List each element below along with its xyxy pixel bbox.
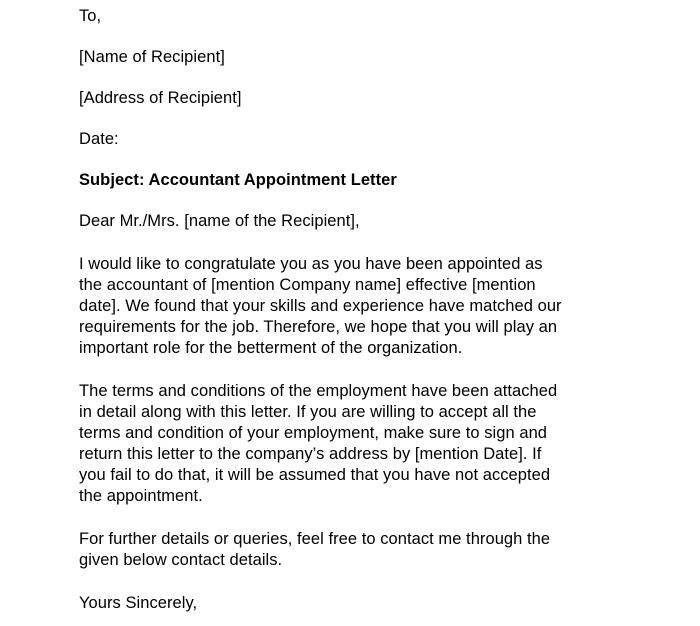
paragraph-line: return this letter to the company’s address by [mention Date]. If [79,445,542,463]
greeting: Dear Mr./Mrs. [name of the Recipient], [79,212,360,230]
paragraph-line: you fail to do that, it will be assumed that you have not accepted [79,466,551,484]
paragraph-line: date]. We found that your skills and experience have matched our [79,297,562,315]
recipient-name: [Name of Recipient] [79,48,225,66]
paragraph-line: important role for the betterment of the organization. [79,339,463,357]
closing: Yours Sincerely, [79,594,198,612]
salutation-to: To, [79,7,102,25]
paragraph-contact [79,529,624,571]
paragraph-line: in detail along with this letter. If you are willing to accept all the [79,403,537,421]
paragraph-line: terms and condition of your employment, make sure to sign and [79,424,548,442]
paragraph-line: The terms and conditions of the employment have been attached [79,382,558,400]
paragraph-terms [79,381,624,507]
paragraph-line: requirements for the job. Therefore, we hope that you will play an [79,318,558,336]
paragraph-line: the accountant of [mention Company name] effective [mention [79,276,536,294]
appointment-letter [79,6,624,614]
date-label: Date: [79,130,119,148]
recipient-address: [Address of Recipient] [79,89,242,107]
paragraph-line: For further details or queries, feel free to contact me through the [79,530,551,548]
subject-line: Subject: Accountant Appointment Letter [79,171,397,189]
paragraph-congratulation [79,254,624,359]
paragraph-line: I would like to congratulate you as you have been appointed as [79,255,543,273]
paragraph-line: the appointment. [79,487,203,505]
paragraph-line: given below contact details. [79,551,283,569]
